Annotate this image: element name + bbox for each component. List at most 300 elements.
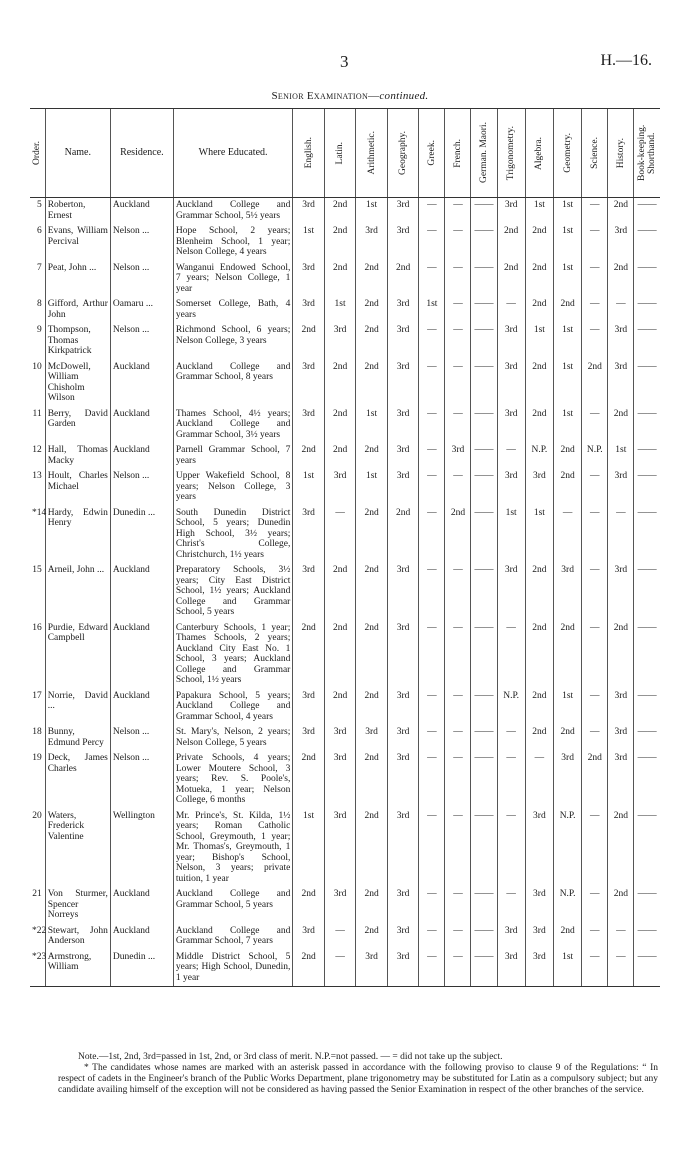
order-cell: *22 <box>32 925 47 936</box>
where-educated-cell: Private Schools, 4 years; Lower Moutere School, 3 years; Rev. S. Poole's, Motueka, 1 year; Nelson College, 6 months <box>173 751 292 809</box>
mark-cell: —— <box>634 224 660 261</box>
mark-cell: 3rd <box>608 725 634 751</box>
mark-cell: 3rd <box>387 407 419 444</box>
mark-cell: 2nd <box>324 198 356 225</box>
mark-cell: — <box>445 261 471 298</box>
mark-cell: 2nd <box>608 621 634 689</box>
name-cell: Thompson, Thomas Kirkpatrick <box>45 323 110 360</box>
mark-cell: 1st <box>554 198 582 225</box>
mark-cell: — <box>445 809 471 888</box>
order-cell: 19 <box>32 753 42 763</box>
mark-cell: 3rd <box>324 469 356 506</box>
mark-cell: — <box>419 360 445 407</box>
column-header-greek: Greek. <box>419 109 445 198</box>
mark-cell: 2nd <box>356 887 388 924</box>
mark-cell: 1st <box>554 360 582 407</box>
mark-cell: 3rd <box>497 563 525 621</box>
order-cell: 15 <box>32 565 42 575</box>
mark-cell: — <box>582 506 608 564</box>
mark-cell: —— <box>471 809 497 888</box>
mark-cell: 3rd <box>387 198 419 225</box>
mark-cell: 3rd <box>387 751 419 809</box>
mark-cell: 3rd <box>445 443 471 469</box>
order-cell: 20 <box>32 810 42 821</box>
mark-cell: — <box>497 887 525 924</box>
mark-cell: — <box>582 407 608 444</box>
mark-cell: 2nd <box>497 261 525 298</box>
column-header-geometry: Geometry. <box>554 109 582 198</box>
residence-cell: Nelson ... <box>110 469 173 506</box>
mark-cell: 1st <box>356 198 388 225</box>
residence-cell: Dunedin ... <box>110 950 173 987</box>
mark-cell: —— <box>471 443 497 469</box>
mark-cell: —— <box>634 261 660 298</box>
table-row <box>30 751 660 809</box>
mark-cell: — <box>582 950 608 987</box>
mark-cell: — <box>582 689 608 726</box>
mark-cell: 2nd <box>324 261 356 298</box>
column-header-science: Science. <box>582 109 608 198</box>
name-cell: Armstrong, William <box>45 950 110 987</box>
mark-cell: 3rd <box>387 360 419 407</box>
column-header-history: History. <box>608 109 634 198</box>
column-header-trigonometry: Trigonometry. <box>497 109 525 198</box>
page-number: 3 <box>340 52 349 71</box>
mark-cell: 3rd <box>497 323 525 360</box>
mark-cell: —— <box>634 469 660 506</box>
name-cell: Gifford, Arthur John <box>45 297 110 323</box>
table-row <box>30 725 660 751</box>
mark-cell: 3rd <box>387 924 419 950</box>
mark-cell: 1st <box>356 469 388 506</box>
mark-cell: 2nd <box>324 224 356 261</box>
name-cell: Deck, James Charles <box>45 751 110 809</box>
mark-cell: — <box>497 297 525 323</box>
mark-cell: 2nd <box>356 443 388 469</box>
mark-cell: 2nd <box>324 621 356 689</box>
mark-cell: 2nd <box>356 323 388 360</box>
table-row <box>30 407 660 444</box>
mark-cell: —— <box>471 950 497 987</box>
order-cell: *23 <box>30 950 45 987</box>
mark-cell: — <box>445 360 471 407</box>
column-header-latin: Latin. <box>324 109 356 198</box>
mark-cell: 2nd <box>387 506 419 564</box>
mark-cell: 3rd <box>554 751 582 809</box>
mark-cell: 2nd <box>445 506 471 564</box>
residence-cell: Dunedin ... <box>110 506 173 564</box>
mark-cell: —— <box>471 198 497 225</box>
name-cell: Roberton, Ernest <box>45 198 110 225</box>
mark-cell: —— <box>471 224 497 261</box>
mark-cell: 3rd <box>387 621 419 689</box>
column-header-arithmetic: Arithmetic. <box>356 109 388 198</box>
mark-cell: 2nd <box>525 621 553 689</box>
mark-cell: — <box>608 924 634 950</box>
mark-cell: 2nd <box>293 323 325 360</box>
table-row <box>30 297 660 323</box>
mark-cell: 3rd <box>387 323 419 360</box>
mark-cell: — <box>419 261 445 298</box>
order-cell: 18 <box>32 727 42 737</box>
mark-cell: 3rd <box>293 297 325 323</box>
order-cell: 6 <box>36 226 42 236</box>
mark-cell: —— <box>634 563 660 621</box>
mark-cell: N.P. <box>582 443 608 469</box>
name-cell: McDowell, William Chisholm Wilson <box>45 360 110 407</box>
column-header-residence: Residence. <box>110 109 173 198</box>
mark-cell: —— <box>471 887 497 924</box>
mark-cell: —— <box>634 689 660 726</box>
mark-cell: 3rd <box>293 506 325 564</box>
mark-cell: —— <box>471 924 497 950</box>
mark-cell: 1st <box>525 198 553 225</box>
where-educated-cell: South Dunedin District School, 5 years; Dunedin High School, 3½ years; Christ's College, Christchurch, 1½ years <box>173 506 292 564</box>
mark-cell: 3rd <box>608 360 634 407</box>
mark-cell: — <box>582 621 608 689</box>
mark-cell: 2nd <box>324 563 356 621</box>
name-cell: Hoult, Charles Michael <box>45 469 110 506</box>
mark-cell: 1st <box>554 224 582 261</box>
mark-cell: N.P. <box>497 689 525 726</box>
mark-cell: 2nd <box>356 751 388 809</box>
mark-cell: 3rd <box>387 725 419 751</box>
mark-cell: 2nd <box>324 407 356 444</box>
footnotes <box>58 1052 658 1096</box>
mark-cell: 1st <box>554 323 582 360</box>
mark-cell: N.P. <box>554 809 582 888</box>
name-cell: Von Sturmer, Spencer Norreys <box>45 887 110 924</box>
mark-cell: 3rd <box>608 224 634 261</box>
mark-cell: — <box>445 950 471 987</box>
mark-cell: 3rd <box>387 563 419 621</box>
mark-cell: —— <box>634 725 660 751</box>
order-cell: 17 <box>32 690 42 701</box>
mark-cell: 1st <box>525 323 553 360</box>
residence-cell: Auckland <box>110 924 173 950</box>
mark-cell: — <box>445 689 471 726</box>
mark-cell: — <box>582 224 608 261</box>
mark-cell: 2nd <box>525 725 553 751</box>
mark-cell: 3rd <box>293 407 325 444</box>
mark-cell: — <box>419 950 445 987</box>
mark-cell: 2nd <box>554 297 582 323</box>
residence-cell: Auckland <box>110 198 173 225</box>
mark-cell: — <box>419 407 445 444</box>
mark-cell: 1st <box>293 809 325 888</box>
table-row <box>30 506 660 564</box>
mark-cell: — <box>324 950 356 987</box>
table-row <box>30 924 660 950</box>
table-row <box>30 689 660 726</box>
mark-cell: — <box>445 563 471 621</box>
mark-cell: 2nd <box>554 621 582 689</box>
where-educated-cell: Somerset College, Bath, 4 years <box>173 297 292 323</box>
mark-cell: 3rd <box>387 224 419 261</box>
order-cell: 8 <box>36 299 42 309</box>
mark-cell: 2nd <box>525 297 553 323</box>
mark-cell: 3rd <box>324 809 356 888</box>
mark-cell: — <box>445 924 471 950</box>
column-header-where-educated: Where Educated. <box>173 109 292 198</box>
where-educated-cell: Papakura School, 5 years; Auckland College and Grammar School, 4 years <box>173 689 292 726</box>
mark-cell: 2nd <box>356 621 388 689</box>
mark-cell: — <box>419 323 445 360</box>
mark-cell: N.P. <box>525 443 553 469</box>
mark-cell: 2nd <box>356 506 388 564</box>
residence-cell: Nelson ... <box>110 224 173 261</box>
name-cell: Stewart, John Anderson <box>45 924 110 950</box>
mark-cell: 2nd <box>608 198 634 225</box>
mark-cell: 3rd <box>608 751 634 809</box>
mark-cell: 3rd <box>293 689 325 726</box>
mark-cell: — <box>445 751 471 809</box>
mark-cell: — <box>582 198 608 225</box>
mark-cell: 3rd <box>525 887 553 924</box>
mark-cell: — <box>608 950 634 987</box>
mark-cell: 2nd <box>324 689 356 726</box>
table-row <box>30 224 660 261</box>
mark-cell: —— <box>634 809 660 888</box>
order-cell: 21 <box>32 889 42 899</box>
note-asterisk-proviso: * The candidates whose names are marked with an asterisk passed in accordance with the following proviso to clause 9 of the Regulations: “ In respect of cadets in the Engineer's branch of the Public Works Department, plane trigonometry may be substituted for Latin as a compulsory subject; but any candidate availing himself of the exception will not be considered as having passed the Senior Examination in respect of the other branches of the service. <box>58 1063 658 1095</box>
mark-cell: 1st <box>293 469 325 506</box>
where-educated-cell: Auckland College and Grammar School, 8 years <box>173 360 292 407</box>
where-educated-cell: Preparatory Schools, 3½ years; City East District School, 1½ years; Auckland College and Grammar School, 5 years <box>173 563 292 621</box>
mark-cell: 2nd <box>608 407 634 444</box>
order-cell: 16 <box>32 622 42 633</box>
residence-cell: Auckland <box>110 443 173 469</box>
mark-cell: 1st <box>554 407 582 444</box>
mark-cell: 3rd <box>324 887 356 924</box>
mark-cell: — <box>419 563 445 621</box>
mark-cell: 2nd <box>554 725 582 751</box>
table-row <box>30 469 660 506</box>
mark-cell: — <box>419 506 445 564</box>
mark-cell: 3rd <box>608 563 634 621</box>
mark-cell: —— <box>634 924 660 950</box>
mark-cell: — <box>419 443 445 469</box>
mark-cell: —— <box>634 323 660 360</box>
mark-cell: 2nd <box>356 360 388 407</box>
mark-cell: 3rd <box>608 469 634 506</box>
mark-cell: — <box>445 407 471 444</box>
mark-cell: 3rd <box>387 469 419 506</box>
table-row <box>30 621 660 689</box>
mark-cell: 3rd <box>525 469 553 506</box>
table-row <box>30 323 660 360</box>
residence-cell: Auckland <box>110 689 173 726</box>
mark-cell: 3rd <box>356 224 388 261</box>
where-educated-cell: Auckland College and Grammar School, 5 years <box>173 887 292 924</box>
table-row <box>30 809 660 888</box>
mark-cell: — <box>419 469 445 506</box>
mark-cell: 2nd <box>525 261 553 298</box>
mark-cell: 2nd <box>293 443 325 469</box>
mark-cell: 1st <box>554 689 582 726</box>
where-educated-cell: Wanganui Endowed School, 7 years; Nelson College, 1 year <box>173 261 292 298</box>
column-header-english: English. <box>293 109 325 198</box>
mark-cell: — <box>445 725 471 751</box>
mark-cell: — <box>525 751 553 809</box>
mark-cell: 2nd <box>356 261 388 298</box>
mark-cell: 1st <box>554 950 582 987</box>
name-cell: Peat, John ... <box>45 261 110 298</box>
column-header-order: Order. <box>30 109 45 198</box>
mark-cell: 2nd <box>608 809 634 888</box>
residence-cell: Auckland <box>110 621 173 689</box>
where-educated-cell: Middle District School, 5 years; High School, Dunedin, 1 year <box>173 950 292 987</box>
mark-cell: 3rd <box>554 563 582 621</box>
name-cell: Hardy, Edwin Henry <box>45 506 110 564</box>
residence-cell: Auckland <box>110 563 173 621</box>
table-row <box>30 261 660 298</box>
mark-cell: 2nd <box>554 443 582 469</box>
mark-cell: — <box>445 297 471 323</box>
mark-cell: 2nd <box>525 224 553 261</box>
mark-cell: 2nd <box>554 924 582 950</box>
mark-cell: —— <box>471 407 497 444</box>
mark-cell: — <box>445 469 471 506</box>
mark-cell: — <box>497 443 525 469</box>
mark-cell: — <box>445 224 471 261</box>
mark-cell: 2nd <box>582 360 608 407</box>
where-educated-cell: Parnell Grammar School, 7 years <box>173 443 292 469</box>
mark-cell: —— <box>634 407 660 444</box>
mark-cell: 2nd <box>356 689 388 726</box>
mark-cell: 3rd <box>324 323 356 360</box>
mark-cell: —— <box>634 751 660 809</box>
mark-cell: — <box>582 297 608 323</box>
table-row <box>30 360 660 407</box>
where-educated-cell: Auckland College and Grammar School, 5½ years <box>173 198 292 225</box>
mark-cell: — <box>419 224 445 261</box>
mark-cell: —— <box>471 621 497 689</box>
mark-cell: 1st <box>608 443 634 469</box>
name-cell: Hall, Thomas Macky <box>45 443 110 469</box>
where-educated-cell: St. Mary's, Nelson, 2 years; Nelson College, 5 years <box>173 725 292 751</box>
mark-cell: 2nd <box>293 621 325 689</box>
mark-cell: 3rd <box>293 360 325 407</box>
name-cell: Purdie, Edward Campbell <box>45 621 110 689</box>
column-header-geography: Geography. <box>387 109 419 198</box>
mark-cell: 3rd <box>293 924 325 950</box>
column-header-french: French. <box>445 109 471 198</box>
mark-cell: 3rd <box>497 469 525 506</box>
mark-cell: 3rd <box>497 924 525 950</box>
mark-cell: — <box>582 261 608 298</box>
mark-cell: 3rd <box>608 323 634 360</box>
mark-cell: — <box>608 297 634 323</box>
mark-cell: 2nd <box>525 563 553 621</box>
name-cell: Waters, Frederick Valentine <box>45 809 110 888</box>
mark-cell: 3rd <box>525 924 553 950</box>
mark-cell: 3rd <box>497 360 525 407</box>
mark-cell: — <box>497 725 525 751</box>
where-educated-cell: Hope School, 2 years; Blenheim School, 1 year; Nelson College, 4 years <box>173 224 292 261</box>
mark-cell: 3rd <box>497 407 525 444</box>
mark-cell: — <box>419 809 445 888</box>
document-reference: H.—16. <box>600 52 652 69</box>
column-header-algebra: Algebra. <box>525 109 553 198</box>
mark-cell: — <box>419 198 445 225</box>
mark-cell: —— <box>634 621 660 689</box>
order-cell: 10 <box>32 361 42 372</box>
mark-cell: — <box>582 563 608 621</box>
mark-cell: — <box>608 506 634 564</box>
page-title: Senior Examination—continued. <box>271 90 429 102</box>
mark-cell: — <box>554 506 582 564</box>
mark-cell: — <box>445 621 471 689</box>
mark-cell: — <box>497 621 525 689</box>
mark-cell: —— <box>471 563 497 621</box>
mark-cell: 3rd <box>387 689 419 726</box>
mark-cell: 2nd <box>497 224 525 261</box>
mark-cell: 2nd <box>293 950 325 987</box>
mark-cell: — <box>419 621 445 689</box>
mark-cell: 3rd <box>293 261 325 298</box>
mark-cell: 1st <box>324 297 356 323</box>
mark-cell: —— <box>471 725 497 751</box>
mark-cell: —— <box>471 360 497 407</box>
note-legend: Note.—1st, 2nd, 3rd=passed in 1st, 2nd, or 3rd class of merit. N.P.=not passed. — = did not take up the subject. <box>78 1052 503 1062</box>
mark-cell: 3rd <box>497 198 525 225</box>
mark-cell: — <box>419 689 445 726</box>
mark-cell: 3rd <box>387 809 419 888</box>
where-educated-cell: Auckland College and Grammar School, 7 years <box>173 924 292 950</box>
name-cell: Berry, David Garden <box>45 407 110 444</box>
residence-cell: Nelson ... <box>110 725 173 751</box>
where-educated-cell: Upper Wakefield School, 8 years; Nelson College, 3 years <box>173 469 292 506</box>
mark-cell: 3rd <box>525 950 553 987</box>
mark-cell: 3rd <box>387 443 419 469</box>
mark-cell: 2nd <box>356 563 388 621</box>
residence-cell: Oamaru ... <box>110 297 173 323</box>
mark-cell: — <box>419 751 445 809</box>
mark-cell: —— <box>634 297 660 323</box>
mark-cell: 3rd <box>525 809 553 888</box>
residence-cell: Auckland <box>110 887 173 924</box>
table-row <box>30 950 660 987</box>
mark-cell: —— <box>471 261 497 298</box>
mark-cell: 1st <box>419 297 445 323</box>
where-educated-cell: Thames School, 4½ years; Auckland College and Grammar School, 3½ years <box>173 407 292 444</box>
mark-cell: 3rd <box>387 887 419 924</box>
mark-cell: —— <box>471 297 497 323</box>
mark-cell: —— <box>471 469 497 506</box>
mark-cell: — <box>582 725 608 751</box>
mark-cell: — <box>497 751 525 809</box>
order-cell: 7 <box>36 262 42 273</box>
mark-cell: 2nd <box>582 751 608 809</box>
mark-cell: 2nd <box>356 924 388 950</box>
mark-cell: 3rd <box>608 689 634 726</box>
mark-cell: 2nd <box>324 360 356 407</box>
mark-cell: 3rd <box>324 725 356 751</box>
mark-cell: — <box>445 887 471 924</box>
table-header-row <box>30 109 660 198</box>
mark-cell: —— <box>471 751 497 809</box>
mark-cell: 3rd <box>387 950 419 987</box>
residence-cell: Wellington <box>110 809 173 888</box>
name-cell: Norrie, David ... <box>45 689 110 726</box>
residence-cell: Auckland <box>110 360 173 407</box>
results-table <box>30 108 660 987</box>
order-cell: 9 <box>36 325 42 335</box>
mark-cell: — <box>582 924 608 950</box>
order-cell: 5 <box>36 200 42 210</box>
mark-cell: 1st <box>497 506 525 564</box>
